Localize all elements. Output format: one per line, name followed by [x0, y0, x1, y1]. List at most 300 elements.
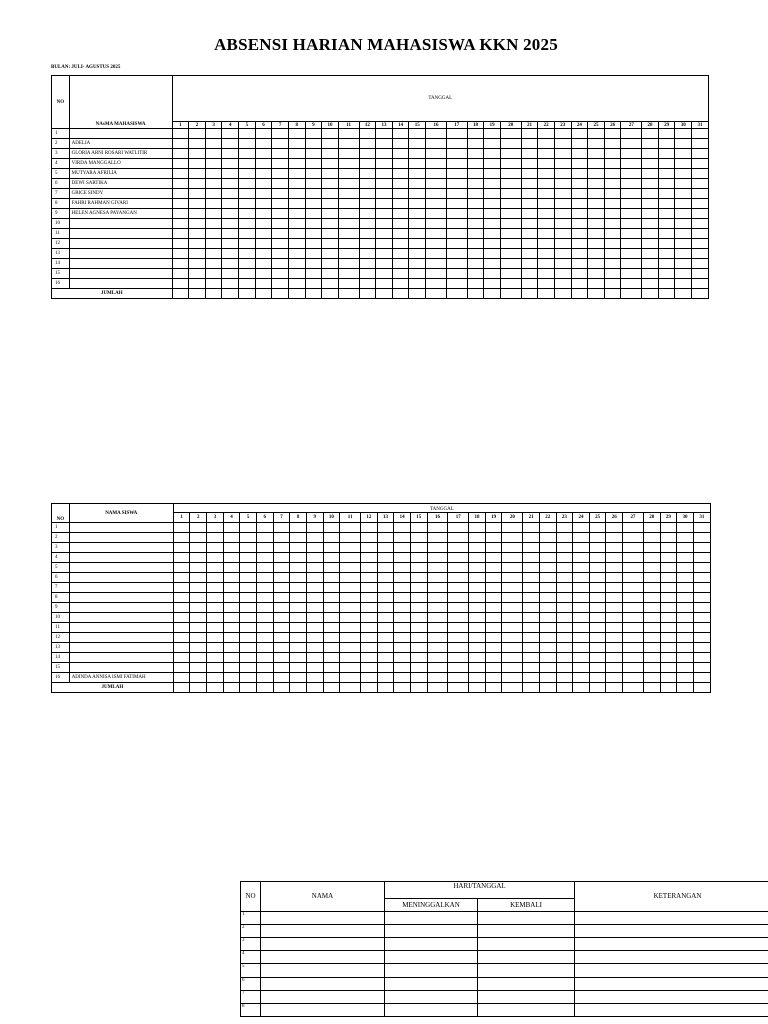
attendance-cell	[448, 623, 469, 633]
attendance-cell	[621, 249, 642, 259]
attendance-cell	[272, 279, 289, 289]
attendance-cell	[410, 553, 427, 563]
attendance-cell	[675, 139, 692, 149]
attendance-cell	[305, 139, 322, 149]
attendance-cell	[394, 623, 411, 633]
attendance-cell	[554, 279, 571, 289]
attendance-cell	[642, 179, 659, 189]
day-header: 7	[272, 122, 289, 129]
attendance-cell	[500, 239, 521, 249]
attendance-cell	[573, 563, 590, 573]
attendance-cell	[523, 603, 540, 613]
day-header: 31	[692, 122, 709, 129]
attendance-cell	[207, 563, 224, 573]
attendance-cell	[573, 663, 590, 673]
attendance-cell	[573, 653, 590, 663]
total-cell	[392, 289, 409, 299]
attendance-cell	[675, 229, 692, 239]
attendance-cell	[660, 583, 677, 593]
attendance-cell	[446, 139, 467, 149]
attendance-cell	[623, 593, 644, 603]
attendance-cell	[392, 199, 409, 209]
attendance-cell	[239, 149, 256, 159]
attendance-cell	[588, 259, 605, 269]
attendance-cell	[205, 179, 222, 189]
attendance-cell	[502, 533, 523, 543]
attendance-cell	[377, 633, 394, 643]
attendance-cell	[538, 199, 555, 209]
attendance-cell	[240, 653, 257, 663]
attendance-cell	[340, 633, 361, 643]
attendance-cell	[571, 249, 588, 259]
attendance-cell	[189, 269, 206, 279]
attendance-cell	[692, 199, 709, 209]
total-cell	[571, 289, 588, 299]
attendance-cell	[410, 613, 427, 623]
attendance-cell	[340, 573, 361, 583]
attendance-cell	[485, 533, 502, 543]
attendance-cell	[675, 179, 692, 189]
attendance-cell	[658, 209, 675, 219]
attendance-cell	[239, 269, 256, 279]
attendance-cell	[323, 583, 340, 593]
row-number: 12	[52, 633, 70, 643]
attendance-cell	[658, 219, 675, 229]
attendance-cell	[623, 573, 644, 583]
attendance-cell	[305, 169, 322, 179]
row-number: 7	[52, 189, 70, 199]
attendance-cell	[256, 523, 273, 533]
attendance-cell	[255, 199, 272, 209]
attendance-cell	[392, 159, 409, 169]
attendance-cell	[523, 643, 540, 653]
row-number: 4	[241, 951, 261, 964]
attendance-cell	[340, 583, 361, 593]
attendance-cell	[361, 673, 378, 683]
row-number: 12	[52, 239, 70, 249]
attendance-cell	[223, 593, 240, 603]
attendance-cell	[469, 603, 486, 613]
attendance-cell	[693, 523, 710, 533]
attendance-cell	[377, 543, 394, 553]
attendance-cell	[539, 583, 556, 593]
day-date-header: HARI/TANGGAL	[385, 882, 575, 899]
attendance-cell	[189, 129, 206, 139]
attendance-cell	[643, 563, 660, 573]
attendance-cell	[340, 533, 361, 543]
table-row	[52, 219, 709, 229]
attendance-cell	[623, 533, 644, 543]
total-cell	[677, 683, 694, 693]
attendance-cell	[426, 229, 447, 239]
attendance-cell	[675, 199, 692, 209]
day-header: 27	[621, 122, 642, 129]
attendance-cell	[469, 633, 486, 643]
attendance-cell	[485, 673, 502, 683]
attendance-cell	[256, 613, 273, 623]
attendance-cell	[305, 249, 322, 259]
table-row	[52, 543, 711, 553]
attendance-cell	[255, 149, 272, 159]
total-cell	[256, 683, 273, 693]
attendance-cell	[256, 543, 273, 553]
total-cell	[239, 289, 256, 299]
row-number: 5	[52, 169, 70, 179]
student-name: MUTYARA AFRILIA	[69, 169, 172, 179]
attendance-cell	[502, 673, 523, 683]
attendance-cell	[467, 279, 484, 289]
attendance-cell	[485, 543, 502, 553]
attendance-cell	[556, 553, 573, 563]
attendance-cell	[410, 593, 427, 603]
attendance-cell	[240, 663, 257, 673]
attendance-cell	[240, 583, 257, 593]
attendance-cell	[394, 673, 411, 683]
attendance-cell	[606, 663, 623, 673]
attendance-cell	[190, 613, 207, 623]
total-cell	[556, 683, 573, 693]
attendance-cell	[239, 219, 256, 229]
attendance-cell	[290, 643, 307, 653]
row-number: 4	[52, 553, 70, 563]
day-header: 30	[677, 513, 694, 523]
attendance-cell	[338, 129, 359, 139]
attendance-cell	[361, 663, 378, 673]
day-header: 13	[376, 122, 393, 129]
attendance-cell	[692, 259, 709, 269]
attendance-cell	[338, 259, 359, 269]
attendance-cell	[205, 249, 222, 259]
attendance-cell	[392, 139, 409, 149]
attendance-cell	[446, 209, 467, 219]
row-number: 7	[52, 583, 70, 593]
attendance-cell	[272, 159, 289, 169]
attendance-cell	[675, 189, 692, 199]
attendance-cell	[340, 523, 361, 533]
attendance-cell	[446, 259, 467, 269]
student-name	[69, 239, 172, 249]
total-cell	[361, 683, 378, 693]
total-cell	[554, 289, 571, 299]
attendance-cell	[173, 563, 190, 573]
attendance-cell	[173, 553, 190, 563]
attendance-table-1	[51, 75, 709, 299]
total-cell	[323, 683, 340, 693]
day-header: 25	[589, 513, 606, 523]
attendance-cell	[256, 553, 273, 563]
attendance-cell	[359, 259, 376, 269]
empty-cell	[385, 978, 478, 991]
attendance-cell	[521, 139, 538, 149]
attendance-cell	[539, 563, 556, 573]
total-cell	[409, 289, 426, 299]
attendance-cell	[359, 199, 376, 209]
attendance-cell	[409, 199, 426, 209]
attendance-cell	[538, 239, 555, 249]
attendance-cell	[469, 553, 486, 563]
attendance-cell	[448, 523, 469, 533]
attendance-cell	[588, 199, 605, 209]
attendance-cell	[255, 259, 272, 269]
attendance-cell	[556, 543, 573, 553]
attendance-cell	[173, 673, 190, 683]
attendance-cell	[658, 189, 675, 199]
table-row	[52, 229, 709, 239]
attendance-cell	[173, 623, 190, 633]
attendance-cell	[554, 149, 571, 159]
attendance-cell	[239, 159, 256, 169]
attendance-cell	[500, 219, 521, 229]
total-cell	[359, 289, 376, 299]
attendance-cell	[523, 523, 540, 533]
attendance-cell	[571, 239, 588, 249]
attendance-cell	[675, 129, 692, 139]
attendance-cell	[190, 653, 207, 663]
attendance-cell	[554, 189, 571, 199]
attendance-cell	[500, 159, 521, 169]
attendance-cell	[623, 663, 644, 673]
total-cell	[338, 289, 359, 299]
attendance-cell	[207, 533, 224, 543]
attendance-cell	[675, 209, 692, 219]
attendance-cell	[448, 633, 469, 643]
attendance-cell	[643, 593, 660, 603]
empty-cell	[575, 938, 768, 951]
attendance-cell	[502, 653, 523, 663]
day-header: 20	[502, 513, 523, 523]
attendance-cell	[410, 543, 427, 553]
attendance-cell	[485, 623, 502, 633]
total-cell	[589, 683, 606, 693]
day-header: 20	[500, 122, 521, 129]
attendance-cell	[484, 269, 501, 279]
day-header: 18	[467, 122, 484, 129]
attendance-cell	[604, 279, 621, 289]
attendance-cell	[306, 673, 323, 683]
attendance-cell	[222, 219, 239, 229]
attendance-cell	[623, 653, 644, 663]
empty-cell	[261, 964, 385, 978]
attendance-cell	[554, 129, 571, 139]
attendance-cell	[469, 643, 486, 653]
attendance-cell	[190, 623, 207, 633]
attendance-cell	[288, 239, 305, 249]
student-name: ADELIA	[69, 139, 172, 149]
attendance-cell	[240, 623, 257, 633]
attendance-cell	[376, 179, 393, 189]
attendance-cell	[288, 259, 305, 269]
attendance-cell	[273, 673, 290, 683]
attendance-cell	[523, 663, 540, 673]
empty-cell	[575, 964, 768, 978]
leave-return-table	[240, 881, 768, 1017]
attendance-cell	[255, 129, 272, 139]
total-cell	[621, 289, 642, 299]
attendance-cell	[554, 199, 571, 209]
attendance-cell	[189, 139, 206, 149]
day-header: 23	[556, 513, 573, 523]
attendance-cell	[604, 169, 621, 179]
total-cell	[660, 683, 677, 693]
attendance-cell	[606, 633, 623, 643]
day-header: 14	[392, 122, 409, 129]
attendance-cell	[392, 179, 409, 189]
attendance-cell	[692, 239, 709, 249]
attendance-cell	[521, 149, 538, 159]
student-name	[69, 259, 172, 269]
attendance-cell	[290, 573, 307, 583]
total-cell	[675, 289, 692, 299]
attendance-cell	[692, 129, 709, 139]
attendance-cell	[361, 553, 378, 563]
attendance-cell	[677, 613, 694, 623]
attendance-cell	[554, 159, 571, 169]
attendance-cell	[692, 169, 709, 179]
attendance-cell	[377, 603, 394, 613]
row-number: 8	[52, 199, 70, 209]
attendance-cell	[485, 603, 502, 613]
attendance-cell	[322, 169, 339, 179]
day-header: 1	[173, 513, 190, 523]
attendance-cell	[426, 279, 447, 289]
attendance-cell	[222, 169, 239, 179]
attendance-cell	[256, 593, 273, 603]
table-row	[241, 1004, 768, 1017]
attendance-cell	[288, 189, 305, 199]
attendance-cell	[173, 573, 190, 583]
attendance-cell	[240, 603, 257, 613]
attendance-cell	[485, 583, 502, 593]
attendance-cell	[660, 653, 677, 663]
attendance-cell	[223, 643, 240, 653]
attendance-cell	[205, 259, 222, 269]
empty-cell	[478, 964, 575, 978]
table-row	[52, 279, 709, 289]
table-row	[52, 643, 711, 653]
attendance-cell	[556, 603, 573, 613]
attendance-cell	[693, 583, 710, 593]
attendance-cell	[588, 159, 605, 169]
row-number: 10	[52, 613, 70, 623]
attendance-cell	[539, 553, 556, 563]
attendance-cell	[467, 139, 484, 149]
attendance-cell	[427, 643, 448, 653]
attendance-cell	[589, 603, 606, 613]
attendance-cell	[538, 179, 555, 189]
attendance-cell	[323, 543, 340, 553]
attendance-cell	[222, 189, 239, 199]
attendance-cell	[604, 229, 621, 239]
empty-cell	[385, 951, 478, 964]
attendance-cell	[256, 623, 273, 633]
attendance-cell	[554, 209, 571, 219]
student-name	[69, 279, 172, 289]
attendance-cell	[502, 593, 523, 603]
attendance-cell	[573, 613, 590, 623]
student-name: GLORIA ARNI ROSARI WATLITIR	[69, 149, 172, 159]
attendance-cell	[571, 149, 588, 159]
attendance-cell	[306, 523, 323, 533]
attendance-cell	[467, 189, 484, 199]
attendance-cell	[272, 239, 289, 249]
attendance-cell	[240, 593, 257, 603]
attendance-cell	[621, 259, 642, 269]
total-cell	[642, 289, 659, 299]
attendance-cell	[623, 623, 644, 633]
date-header: TANGGAL	[172, 76, 708, 122]
total-cell	[207, 683, 224, 693]
total-cell	[693, 683, 710, 693]
attendance-cell	[272, 209, 289, 219]
attendance-cell	[361, 563, 378, 573]
attendance-cell	[239, 239, 256, 249]
attendance-cell	[675, 259, 692, 269]
attendance-cell	[675, 249, 692, 259]
row-number: 11	[52, 623, 70, 633]
attendance-cell	[539, 533, 556, 543]
student-name	[69, 533, 173, 543]
name-header: NAMA	[261, 882, 385, 912]
attendance-cell	[361, 643, 378, 653]
attendance-cell	[426, 139, 447, 149]
attendance-cell	[643, 633, 660, 643]
attendance-cell	[376, 189, 393, 199]
day-header: 15	[410, 513, 427, 523]
attendance-cell	[426, 159, 447, 169]
attendance-cell	[554, 229, 571, 239]
empty-cell	[478, 938, 575, 951]
no-header: NO	[241, 882, 261, 912]
attendance-cell	[189, 199, 206, 209]
attendance-cell	[427, 613, 448, 623]
attendance-cell	[658, 149, 675, 159]
attendance-cell	[273, 573, 290, 583]
note-header: KETERANGAN	[575, 882, 768, 912]
attendance-cell	[361, 533, 378, 543]
attendance-cell	[623, 673, 644, 683]
attendance-cell	[190, 593, 207, 603]
total-cell	[410, 683, 427, 693]
attendance-cell	[338, 239, 359, 249]
attendance-cell	[359, 139, 376, 149]
day-header: 14	[394, 513, 411, 523]
name-header: NAMA SISWA	[69, 504, 173, 523]
table-row	[52, 259, 709, 269]
row-number: 15	[52, 269, 70, 279]
table-row	[52, 129, 709, 139]
attendance-cell	[392, 249, 409, 259]
attendance-cell	[485, 593, 502, 603]
attendance-cell	[448, 563, 469, 573]
attendance-cell	[589, 553, 606, 563]
attendance-cell	[675, 169, 692, 179]
attendance-cell	[377, 583, 394, 593]
attendance-cell	[394, 593, 411, 603]
attendance-cell	[394, 563, 411, 573]
attendance-cell	[427, 603, 448, 613]
attendance-cell	[660, 553, 677, 563]
attendance-cell	[571, 139, 588, 149]
attendance-cell	[205, 159, 222, 169]
attendance-cell	[589, 673, 606, 683]
attendance-cell	[322, 219, 339, 229]
attendance-cell	[272, 219, 289, 229]
attendance-cell	[484, 159, 501, 169]
attendance-cell	[190, 573, 207, 583]
attendance-cell	[323, 623, 340, 633]
attendance-cell	[305, 189, 322, 199]
attendance-cell	[502, 583, 523, 593]
